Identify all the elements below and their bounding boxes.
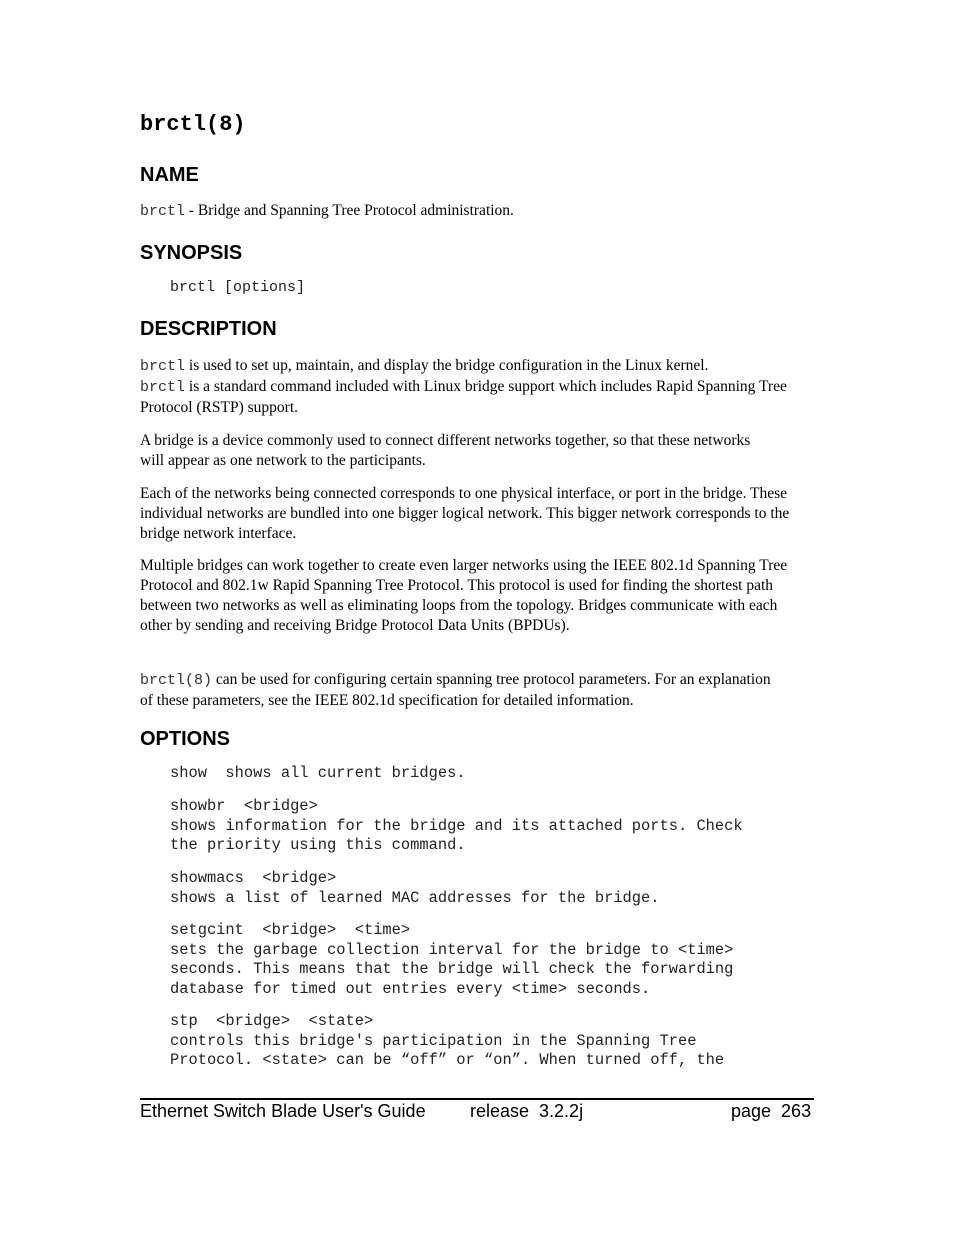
synopsis-heading: SYNOPSIS — [140, 242, 243, 264]
name-paragraph — [140, 201, 820, 222]
description-heading: DESCRIPTION — [140, 318, 277, 340]
command-name: brctl — [140, 379, 186, 396]
option-show: show shows all current bridges. — [170, 764, 466, 782]
description-paragraph-4: Multiple bridges can work together to create even larger networks using the IEEE 802.1d Spanning Tree Protocol and 802.1w Rapid Spanning Tree Protocol. This protocol is used for finding the shortest path between two networks as well as eliminating loops from the topology. Bridges communicate with each other by sending and receiving Bridge Protocol Data Units (BPDUs). — [140, 557, 788, 634]
description-p1-line-b: is a standard command included with Linux bridge support which includes Rapid Spanning Tree Protocol (RSTP) support. — [140, 378, 787, 416]
description-p5-text: can be used for configuring certain spanning tree protocol parameters. For an explanation of these parameters, see the IEEE 802.1d specification for detailed information. — [140, 671, 771, 709]
options-heading: OPTIONS — [140, 728, 231, 750]
description-paragraph-1 — [140, 356, 820, 418]
description-paragraph-5 — [140, 670, 780, 711]
option-showbr: showbr <bridge> shows information for the bridge and its attached ports. Check the priority using this command. — [170, 797, 743, 854]
description-paragraph-2: A bridge is a device commonly used to connect different networks together, so that these networks will appear as one network to the participants. — [140, 432, 751, 469]
command-name: brctl(8) — [140, 672, 213, 689]
footer-release: release 3.2.2j — [470, 1101, 584, 1121]
name-heading: NAME — [140, 164, 199, 186]
description-paragraph-3: Each of the networks being connected corresponds to one physical interface, or port in the bridge. These individual networks are bundled into one bigger logical network. This bigger network corresponds to the bridge network interface. — [140, 485, 790, 542]
footer-page-number: page 263 — [731, 1101, 812, 1121]
footer-guide-title: Ethernet Switch Blade User's Guide — [140, 1101, 426, 1121]
option-stp: stp <bridge> <state> controls this bridge's participation in the Spanning Tree Protocol. <state> can be “off” or “on”. When turned off, the — [170, 1012, 725, 1069]
option-showmacs: showmacs <bridge> shows a list of learned MAC addresses for the bridge. — [170, 869, 660, 907]
command-name: brctl — [140, 358, 186, 375]
footer-rule — [140, 1098, 814, 1100]
description-p1-line-a: is used to set up, maintain, and display the bridge configuration in the Linux kernel. — [185, 357, 709, 374]
option-setgcint: setgcint <bridge> <time> sets the garbage collection interval for the bridge to <time> seconds. This means that the bridge will check the forwarding database for timed out entries every <time> seconds. — [170, 921, 734, 998]
synopsis-code: brctl [options] — [170, 279, 306, 296]
command-name: brctl — [140, 203, 186, 220]
page-title: brctl(8) — [140, 112, 246, 137]
name-text: - Bridge and Spanning Tree Protocol administration. — [185, 202, 514, 219]
